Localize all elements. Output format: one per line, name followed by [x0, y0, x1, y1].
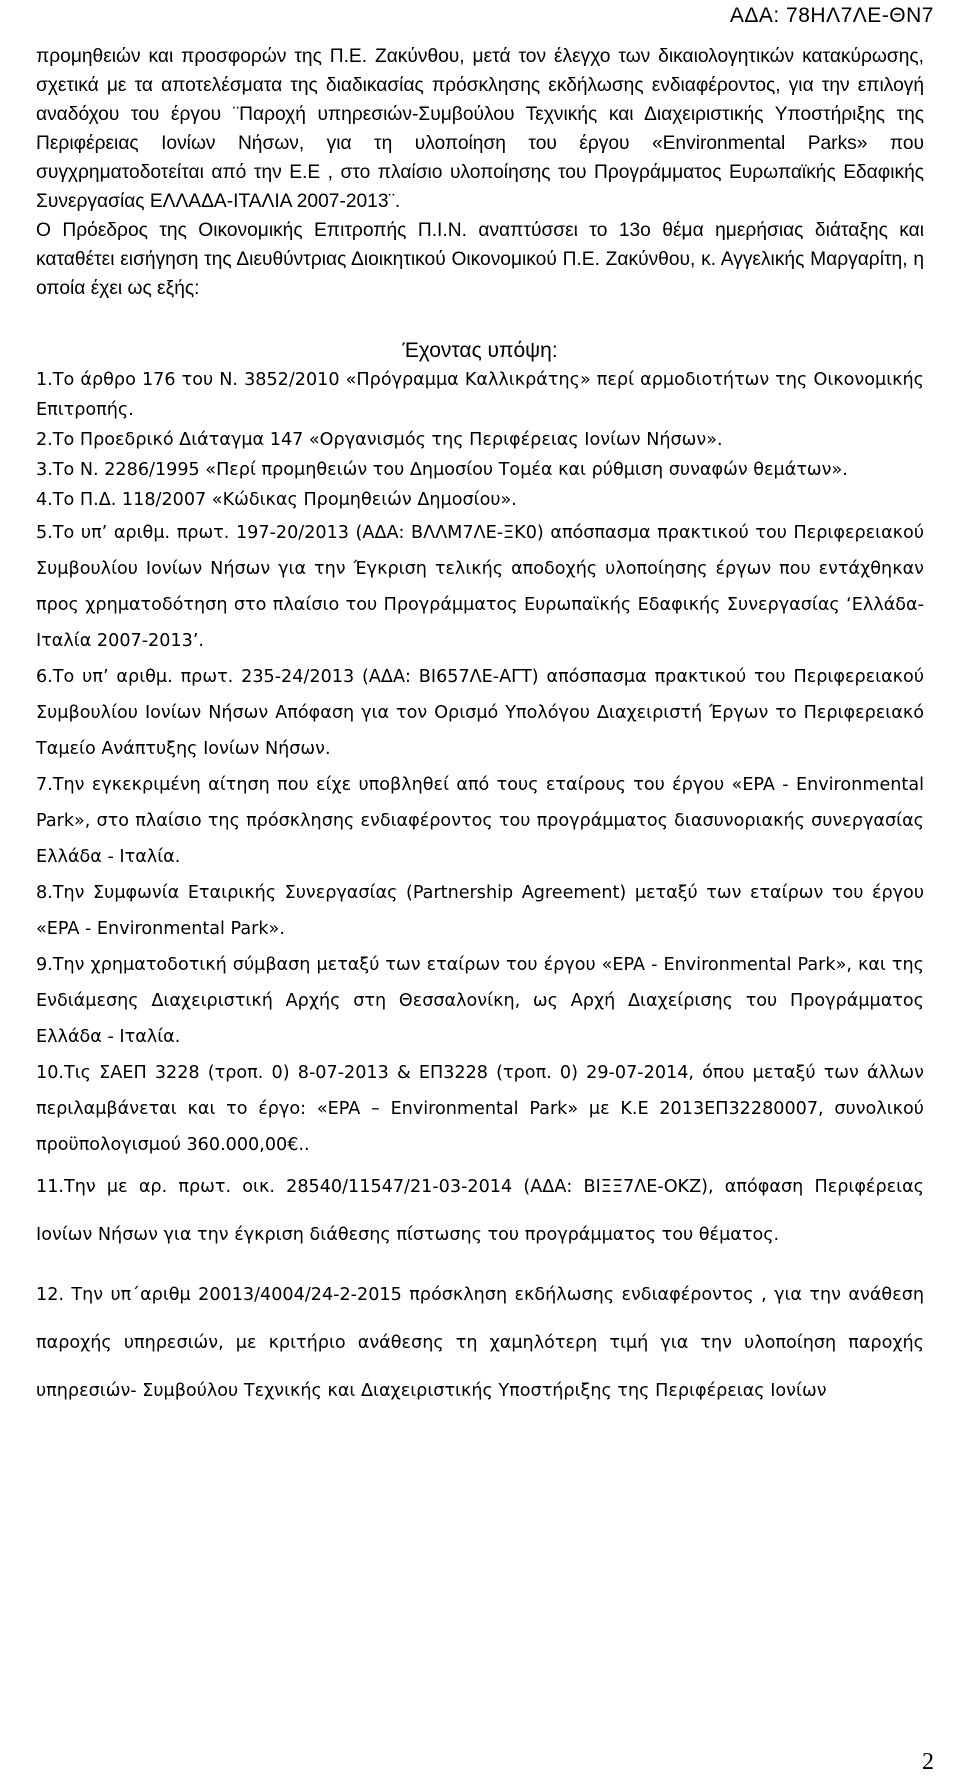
list-item: 4.Το Π.Δ. 118/2007 «Κώδικας Προμηθειών Δημοσίου».: [36, 490, 517, 510]
list-item: 8.Την Συμφωνία Εταιρικής Συνεργασίας (Partnership Agreement) μεταξύ των εταίρων του έργου «EPA - Environmental Park».: [36, 883, 924, 939]
considerations-list: [36, 365, 924, 1415]
list-item: 2.Το Προεδρικό Διάταγμα 147 «Οργανισμός της Περιφέρειας Ιονίων Νήσων».: [36, 430, 723, 450]
page-number: 2: [922, 1749, 934, 1775]
list-item: 10.Τις ΣΑΕΠ 3228 (τροπ. 0) 8-07-2013 & ΕΠ3228 (τροπ. 0) 29-07-2014, όπου μεταξύ των άλλων περιλαμβάνεται και το έργο: «EPA – Environmental Park» με Κ.Ε 2013ΕΠ32280007, συνολικού προϋπολογισμού 360.000,00€..: [36, 1063, 924, 1155]
list-item: 7.Την εγκεκριμένη αίτηση που είχε υποβληθεί από τους εταίρους του έργου «EPA - Environmental Park», στο πλαίσιο της πρόσκλησης ενδιαφέροντος του προγράμματος διασυνοριακής συνεργασίας Ελλάδα - Ιταλία.: [36, 775, 924, 867]
considerations-heading: Έχοντας υπόψη:: [402, 339, 558, 362]
intro-continuation: προμηθειών και προσφορών της Π.Ε. Ζακύνθου, μετά τον έλεγχο των δικαιολογητικών κατακύρωσης, σχετικά με τα αποτελέσματα της διαδικασίας πρόσκλησης εκδήλωσης ενδιαφέροντος, για την επιλογή αναδόχου του έργου ¨Παροχή υπηρεσιών-Συμβούλου Τεχνικής και Διαχειριστικής Υποστήριξης της Περιφέρειας Ιονίων Νήσων, για τη υλοποίηση του έργου «Environmental Parks» που συγχρηματοδοτείται από την Ε.Ε , στο πλαίσιο υλοποίησης του Προγράμματος Ευρωπαϊκής Εδαφικής Συνεργασίας ΕΛΛΑΔΑ-ΙΤΑΛΙΑ 2007-2013¨.: [36, 46, 924, 212]
chair-statement: Ο Πρόεδρος της Οικονομικής Επιτροπής Π.Ι.Ν. αναπτύσσει το 13ο θέμα ημερήσιας διάταξης και καταθέτει εισήγηση της Διευθύντριας Διοικητικού Οικονομικού Π.Ε. Ζακύνθου, κ. Αγγελικής Μαργαρίτη, η οποία έχει ως εξής:: [36, 220, 924, 299]
list-item: 1.Το άρθρο 176 του Ν. 3852/2010 «Πρόγραμμα Καλλικράτης» περί αρμοδιοτήτων της Οικονομικής Επιτροπής.: [36, 370, 924, 420]
list-item: 12. Την υπ΄αριθμ 20013/4004/24-2-2015 πρόσκληση εκδήλωσης ενδιαφέροντος , για την ανάθεση παροχής υπηρεσιών, με κριτήριο ανάθεσης τη χαμηλότερη τιμή για την υλοποίηση παροχής υπηρεσιών- Συμβούλου Τεχνικής και Διαχειριστικής Υποστήριξης της Περιφέρειας Ιονίων: [36, 1285, 924, 1401]
list-item: 6.Το υπ’ αριθμ. πρωτ. 235-24/2013 (ΑΔΑ: ΒΙ657ΛΕ-ΑΓΤ) απόσπασμα πρακτικού του Περιφερειακού Συμβουλίου Ιονίων Νήσων Απόφαση για τον Ορισμό Υπολόγου Διαχειριστή Έργων το Περιφερειακό Ταμείο Ανάπτυξης Ιονίων Νήσων.: [36, 667, 924, 759]
ada-code: ΑΔΑ: 78ΗΛ7ΛΕ-ΘΝ7: [729, 4, 934, 27]
list-item: 11.Την με αρ. πρωτ. οικ. 28540/11547/21-03-2014 (ΑΔΑ: ΒΙΞΞ7ΛΕ-ΟΚΖ), απόφαση Περιφέρειας Ιονίων Νήσων για την έγκριση διάθεσης πίστωσης του προγράμματος του θέματος.: [36, 1177, 924, 1245]
list-item: 9.Την χρηματοδοτική σύμβαση μεταξύ των εταίρων του έργου «EPA - Environmental Park», και της Ενδιάμεσης Διαχειριστική Αρχής στη Θεσσαλονίκη, ως Αρχή Διαχείρισης του Προγράμματος Ελλάδα - Ιταλία.: [36, 955, 924, 1047]
list-item: 3.Το Ν. 2286/1995 «Περί προμηθειών του Δημοσίου Τομέα και ρύθμιση συναφών θεμάτων».: [36, 460, 848, 480]
document-body: [36, 42, 924, 1415]
intro-section: [36, 42, 924, 303]
list-item: 5.Το υπ’ αριθμ. πρωτ. 197-20/2013 (ΑΔΑ: ΒΛΛΜ7ΛΕ-ΞΚ0) απόσπασμα πρακτικού του Περιφερειακού Συμβουλίου Ιονίων Νήσων για την Έγκριση τελικής αποδοχής υλοποίησης έργων που εντάχθηκαν προς χρηματοδότηση στο πλαίσιο του Προγράμματος Ευρωπαϊκής Εδαφικής Συνεργασίας ‘Ελλάδα- Ιταλία 2007-2013’.: [36, 523, 924, 651]
